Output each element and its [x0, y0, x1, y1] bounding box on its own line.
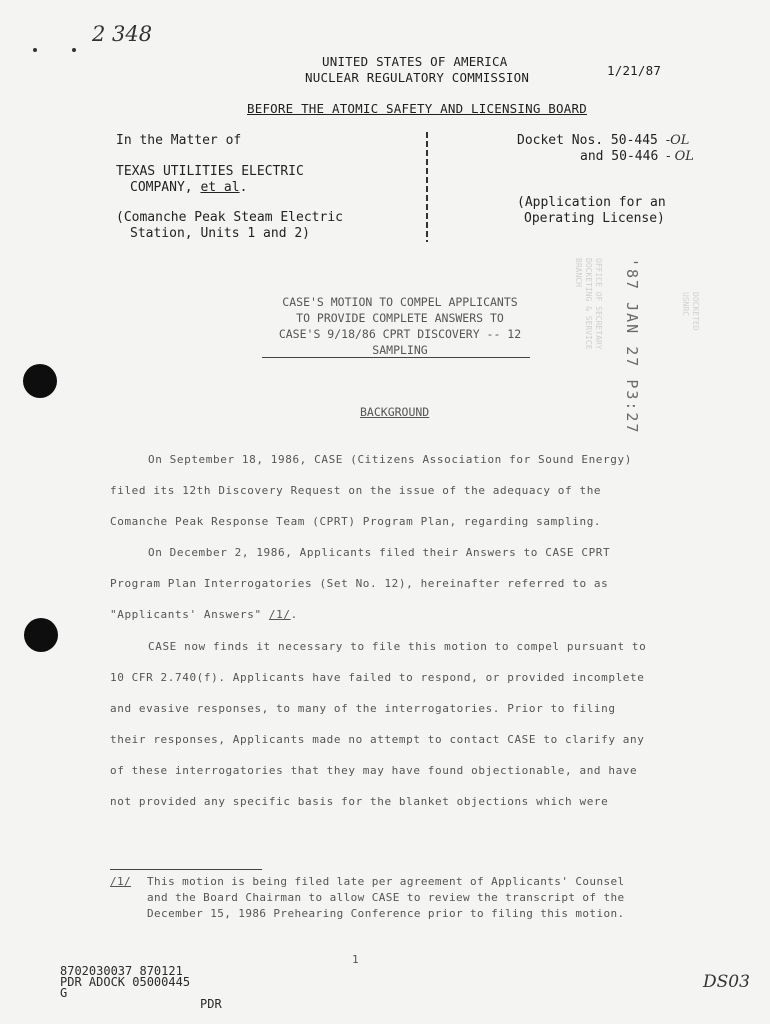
punch-hole-top	[23, 364, 57, 398]
caption-matter: In the Matter of	[116, 133, 242, 148]
faint-stamp-left	[573, 258, 603, 350]
document-id-line-3: G	[60, 986, 68, 1000]
header-board: BEFORE THE ATOMIC SAFETY AND LICENSING BOARD	[247, 101, 587, 116]
body-line-5: Program Plan Interrogatories (Set No. 12), hereinafter referred to as	[110, 577, 609, 590]
motion-title-rule	[262, 357, 530, 358]
footnote-reference[interactable]: /1/	[268, 608, 291, 621]
body-line-11: of these interrogatories that they may have found objectionable, and have	[110, 764, 638, 777]
motion-title-line-4: SAMPLING	[372, 343, 428, 357]
handwritten-docket-suffix-1: -OL	[665, 133, 690, 148]
caption-party: TEXAS UTILITIES ELECTRIC	[116, 164, 304, 179]
docket-line-2	[580, 149, 694, 165]
header-date: 1/21/87	[607, 63, 662, 78]
faint-stamp-right-l1: DOCKETED	[691, 292, 700, 331]
docket-number-2: and 50-446	[580, 149, 659, 164]
handwritten-number: 2 348	[92, 22, 153, 46]
document-id-block	[60, 966, 222, 1010]
header-agency: NUCLEAR REGULATORY COMMISSION	[305, 70, 530, 85]
motion-title-line-3: CASE'S 9/18/86 CPRT DISCOVERY -- 12	[278, 327, 522, 341]
footnote-line-3: December 15, 1986 Prehearing Conference prior to filing this motion.	[147, 907, 625, 920]
faint-stamp-left-l1: OFFICE OF SECRETARY	[594, 258, 603, 350]
body-line-7: CASE now finds it necessary to file this motion to compel pursuant to	[148, 640, 647, 653]
caption-station: (Comanche Peak Steam Electric	[116, 210, 343, 225]
caption-station-cont: Station, Units 1 and 2)	[130, 226, 311, 241]
motion-title-line-1: CASE'S MOTION TO COMPEL APPLICANTS	[282, 295, 518, 309]
body-line-6-text: "Applicants' Answers"	[110, 608, 269, 621]
page-number: 1	[352, 953, 360, 966]
document-id-line-1: 8702030037 870121	[60, 964, 183, 978]
footnote-mark: /1/	[110, 875, 132, 888]
caption-party-period: .	[239, 180, 248, 195]
body-line-12: not provided any specific basis for the blanket objections which were	[110, 795, 609, 808]
punch-hole-bottom	[24, 618, 58, 652]
footnote-line-2: and the Board Chairman to allow CASE to review the transcript of the	[147, 891, 625, 904]
body-line-3: Comanche Peak Response Team (CPRT) Program Plan, regarding sampling.	[110, 515, 602, 528]
faint-stamp-left-l3: BRANCH	[574, 258, 583, 287]
body-line-10: their responses, Applicants made no attempt to contact CASE to clarify any	[110, 733, 645, 746]
footnote-line-1: This motion is being filed late per agreement of Applicants' Counsel	[147, 875, 625, 888]
document-id-line-2: PDR ADOCK 05000445	[60, 975, 191, 989]
faint-stamp-right	[680, 292, 700, 331]
faint-stamp-left-l2: DOCKETING & SERVICE	[584, 258, 593, 350]
caption-party-cont	[130, 180, 247, 196]
caption-party-company: COMPANY,	[130, 180, 201, 195]
faint-stamp-right-l2: USNRC	[681, 292, 690, 317]
footnote-rule	[110, 869, 262, 870]
motion-title	[262, 294, 538, 358]
speck	[33, 48, 37, 52]
received-stamp: '87 JAN 27 P3:27	[623, 258, 641, 435]
handwritten-initials: DS03	[703, 972, 750, 992]
footnote-text	[147, 874, 625, 922]
application-line-2: Operating License)	[524, 211, 665, 226]
document-id-line-4: PDR	[200, 997, 222, 1011]
caption-divider	[426, 132, 428, 242]
caption-party-etal: et al	[200, 180, 240, 195]
header-country: UNITED STATES OF AMERICA	[322, 54, 508, 69]
body-line-1: On September 18, 1986, CASE (Citizens Association for Sound Energy)	[148, 453, 632, 466]
body-line-8: 10 CFR 2.740(f). Applicants have failed to respond, or provided incomplete	[110, 671, 645, 684]
docket-number-1: Docket Nos. 50-445	[517, 133, 658, 148]
docket-line-1	[517, 133, 689, 149]
body-line-2: filed its 12th Discovery Request on the issue of the adequacy of the	[110, 484, 602, 497]
body-line-9: and evasive responses, to many of the interrogatories. Prior to filing	[110, 702, 616, 715]
handwritten-docket-suffix-2: - OL	[666, 149, 694, 164]
section-heading: BACKGROUND	[360, 405, 430, 419]
application-line-1: (Application for an	[517, 195, 666, 210]
body-line-4: On December 2, 1986, Applicants filed their Answers to CASE CPRT	[148, 546, 611, 559]
motion-title-line-2: TO PROVIDE COMPLETE ANSWERS TO	[296, 311, 504, 325]
footnote-reference-tail: .	[290, 608, 298, 621]
speck	[72, 48, 76, 52]
body-line-6	[110, 608, 298, 621]
